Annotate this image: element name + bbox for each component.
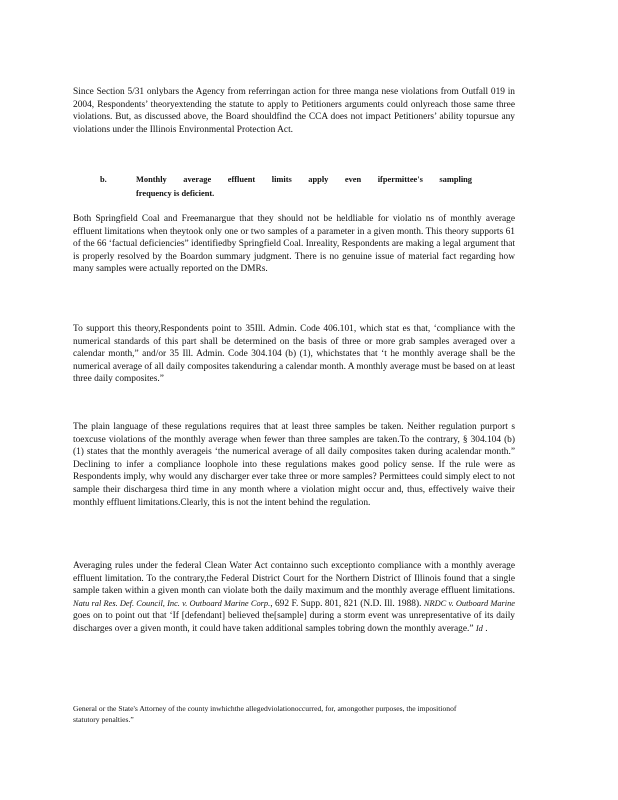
- paragraph-monthly-average-theory: Both Springfield Coal and Freemanargue that they should not be heldliable for violatio ns of monthly average effluent limitations when theytook only one or two samples of a parameter in a given month. This theory supports 61 of the 66 ‘factual deficiencies” identifiedby Springfield Coal. Inreality, Respondents are making a legal argument that is properly resolved by the Boardon summary judgment. There is no genuine issue of material fact regarding how many samples were actually reported on the DMRs.: [73, 214, 515, 275]
- heading-letter: b.: [100, 175, 107, 184]
- cwa-text-2: , 692 F. Supp. 801, 821 (N.D. Ill. 1988).: [270, 598, 422, 609]
- id-citation: Id: [475, 623, 483, 633]
- heading-line-1: [100, 173, 472, 187]
- paragraph-plain-language: The plain language of these regulations requires that at least three samples be taken. Neither regulation purport s toexcuse violations of the monthly average when fewer than three samples are taken.To the contrary, § 304.104 (b) (1) states that the monthly averageis ‘the numerical average of all daily composites taken during acalendar month.” Declining to infer a compliance loophole into these regulations makes good policy sense. If the rule were as Respondents imply, why would any discharger ever take three or more samples? Permittees could simply elect to not sample their dischargesa third time in any month where a violation might occur and, thus, effectively waive their monthly effluent limitations.Clearly, this is not the intent behind the regulation.: [73, 422, 515, 508]
- case-short-citation: NRDC v. Outboard Marine: [423, 598, 516, 608]
- heading-line-2: frequency is deficient.: [136, 188, 215, 198]
- footnote: General or the State's Attorney of the county inwhichthe allegedviolationoccurred, for, amongother purposes, the impositionof statutory penalties.”: [73, 704, 457, 724]
- paragraph-statute-limitation: Since Section 5/31 onlybars the Agency from referringan action for three manga nese violations from Outfall 019 in 2004, Respondents’ theoryextending the statute to apply to Petitioners arguments could onlyreach those same three violations. But, as discussed above, the Board shouldfind the CCA does not impact Petitioners’ ability topursue any violations under the Illinois Environmental Protection Act.: [73, 87, 515, 135]
- cwa-text-3: goes on to point out that ‘If [defendant] believed the[sample] during a storm event was unrepresentative of its daily discharges over a given month, it could have taken additional samples tobring down the monthly average.”: [73, 611, 515, 634]
- paragraph-regulation-citations: To support this theory,Respondents point to 35Ill. Admin. Code 406.101, which stat es that, ‘compliance with the numerical standards of this part shall be determined on the basis of three or more grab samples averaged over a calendar month,” and/or 35 Ill. Admin. Code 304.104 (b) (1), whichstates that ‘t he monthly average shall be the numerical average of all daily composites takenduring a calendar month. A monthly average must be based on at least three daily composites.”: [73, 324, 515, 385]
- cwa-text-1: Averaging rules under the federal Clean Water Act containno such exceptionto compliance with a monthly average effluent limitation. To the contrary,the Federal District Court for the Northern District of Illinois found that a single sample taken within a given month can violate both the daily maximum and the monthly average effluent limitations.: [73, 561, 515, 597]
- heading-text-1: Monthly average effluent limits apply even ifpermittee's sampling: [136, 175, 472, 184]
- section-heading-b: [100, 173, 472, 200]
- case-citation-nrdc: Natu ral Res. Def. Council, Inc. v. Outboard Marine Corp.: [73, 598, 271, 608]
- paragraph-clean-water-act: Averaging rules under the federal Clean Water Act containno such exceptionto compliance with a monthly average effluent limitation. To the contrary,the Federal District Court for the Northern District of Illinois found that a single sample taken within a given month can violate both the daily maximum and the monthly average effluent limitations. Natu ral Res. Def. Council, Inc. v. Outboard Marine Corp., 692 F. Supp. 801, 821 (N.D. Ill. 1988). NRDC v. Outboard Marine goes on to point out that ‘If [defendant] believed the[sample] during a storm event was unrepresentative of its daily discharges over a given month, it could have taken additional samples tobring down the monthly average.” Id .: [73, 561, 516, 634]
